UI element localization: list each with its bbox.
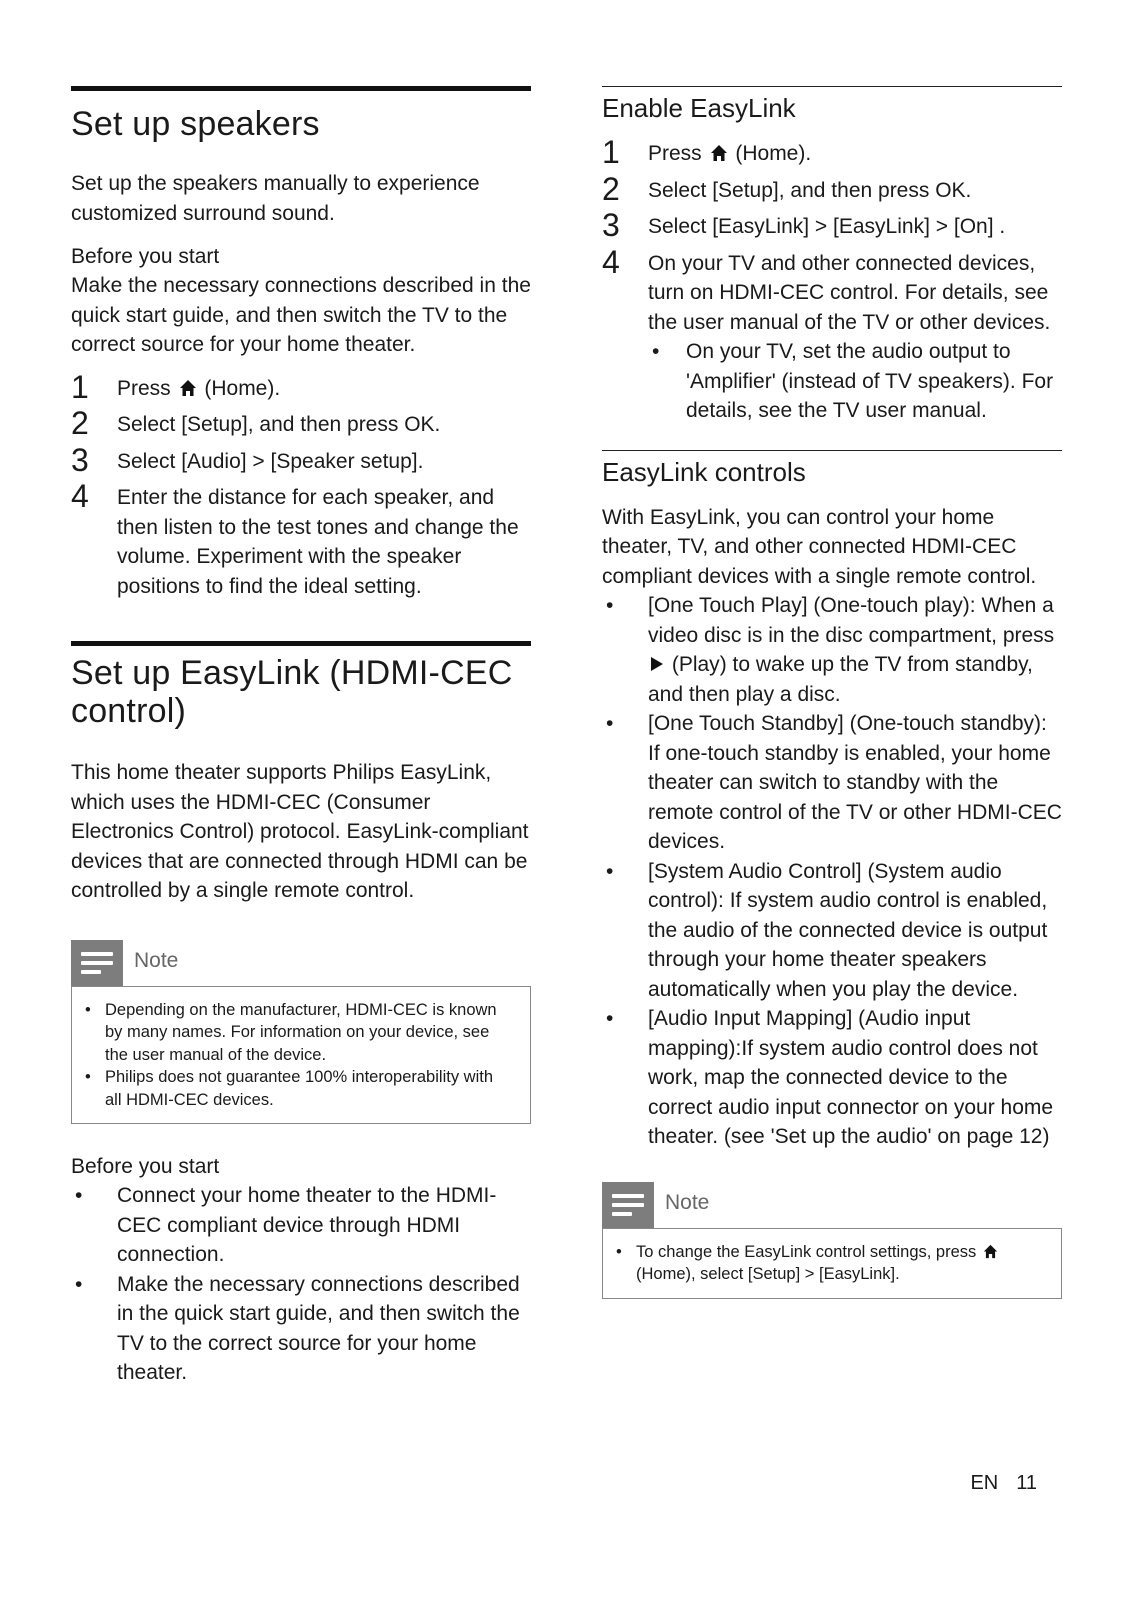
bullet-item: • [Audio Input Mapping] (Audio input mapping):If system audio control does not work, map the connected device to the correct audio input connector on your home theater. (see 'Set up the audio' on page 12) <box>606 1007 1054 1148</box>
menu-item-ref: [Setup] <box>181 413 248 436</box>
step-text: . <box>965 178 972 202</box>
step-text: Enter the distance for each speaker, and then listen to the test tones and change the volume. Experiment with the speaker positions to find the ideal setting. <box>117 486 519 598</box>
bullet-text: Connect your home theater to the HDMI-CEC compliant device through HDMI connection. <box>117 1184 497 1266</box>
step-key: Home <box>742 142 799 165</box>
before-you-start-text: Make the necessary connections described in the quick start guide, and then switch the TV to the correct source for your home theater. <box>71 274 531 356</box>
sub-bullet-item: • On your TV, set the audio output to 'Amplifier' (instead of TV speakers). For details, see the TV user manual. <box>652 340 1054 422</box>
section-set-up-easylink <box>71 641 531 1388</box>
note-text: Philips does not guarantee 100% interoperability with all HDMI-CEC devices. <box>105 1068 493 1109</box>
steps-list <box>602 134 1062 426</box>
language-code: EN <box>970 1472 999 1494</box>
section-rule <box>71 641 531 646</box>
menu-item-ref: [Setup] <box>712 178 779 202</box>
option-label: [One Touch Standby] <box>648 712 844 735</box>
step-text: , and then press <box>247 413 405 436</box>
step-text: , and then press <box>778 178 936 202</box>
bullet-item: • [One Touch Standby] (One-touch standby): If one-touch standby is enabled, your home theater can switch to standby with the remote control of the TV or other HDMI-CEC devices. <box>606 712 1062 853</box>
section-set-up-speakers <box>71 86 531 601</box>
step-number: 1 <box>602 134 620 170</box>
note-icon <box>71 940 123 986</box>
step-text: ( <box>729 142 743 165</box>
sub-bullet-text: On your TV, set the audio output to 'Amplifier' (instead of TV speakers). For details, see the TV user manual. <box>686 340 1054 422</box>
note-header <box>71 940 531 986</box>
home-icon <box>710 144 728 162</box>
section-title: EasyLink controls <box>602 456 806 487</box>
step-text: Press <box>648 142 708 165</box>
home-icon <box>179 379 197 397</box>
note-header <box>602 1182 1062 1228</box>
bullet-text: (One-touch play): When a video disc is in the disc compartment, press <box>648 594 1055 647</box>
note-body <box>602 1228 1062 1299</box>
menu-item-ref: [EasyLink] <box>833 215 930 238</box>
menu-item-ref: [EasyLink] <box>712 215 810 238</box>
note-text: > <box>800 1265 819 1283</box>
bullet-text: ) to wake up the TV from standby, and then play a disc. <box>648 653 1033 706</box>
bullet-list <box>71 1181 531 1388</box>
left-column <box>71 86 531 1388</box>
section-title: Enable EasyLink <box>602 93 796 123</box>
note-body <box>71 986 531 1125</box>
section-rule <box>71 86 531 91</box>
home-icon <box>983 1244 998 1259</box>
section-rule <box>602 450 1062 451</box>
note-icon <box>602 1182 654 1228</box>
step-text: Select <box>648 215 713 238</box>
step-number: 2 <box>71 405 89 441</box>
step-text: ( <box>198 376 212 400</box>
step-text: . <box>434 413 441 436</box>
option-label: [System Audio Control] <box>648 859 862 883</box>
right-column <box>602 86 1062 1299</box>
step-text: > <box>246 449 271 473</box>
page-number: 11 <box>1016 1472 1037 1494</box>
step-item <box>71 405 531 441</box>
step-text: Select <box>648 178 713 202</box>
step-number: 3 <box>602 207 620 243</box>
menu-item-ref: [EasyLink] <box>818 1265 896 1283</box>
note-text: To change the EasyLink control settings, press <box>636 1242 981 1261</box>
step-item <box>602 207 1062 243</box>
page-footer <box>952 1472 1037 1495</box>
step-number: 3 <box>71 441 89 478</box>
menu-item-ref: [Speaker setup] <box>270 449 418 473</box>
step-text: Press <box>117 376 177 400</box>
step-text: Select <box>117 449 182 473</box>
note-item: • Philips does not guarantee 100% interoperability with all HDMI-CEC devices. <box>85 1068 493 1109</box>
note-label: Note <box>134 948 179 972</box>
option-label: [One Touch Play] <box>648 594 808 617</box>
step-item <box>602 170 1062 207</box>
step-item <box>71 478 531 601</box>
menu-item-ref: [Audio] <box>181 449 247 473</box>
before-you-start-label: Before you start <box>71 1155 220 1178</box>
step-number: 1 <box>71 368 89 405</box>
step-number: 4 <box>602 243 620 280</box>
play-icon <box>650 656 664 672</box>
step-text: . <box>993 215 1006 238</box>
step-item <box>71 368 531 405</box>
note-item: • To change the EasyLink control settings, press (Home), select [Setup] > [EasyLink]. <box>615 1241 1043 1286</box>
note-text: ), select <box>685 1265 748 1283</box>
step-key: Home <box>641 1265 686 1283</box>
bullet-item: • [System Audio Control] (System audio control): If system audio control is enabled, the audio of the connected device is output through your home theater speakers automatically when you play the device. <box>606 859 1048 1001</box>
note-text: . <box>895 1265 900 1283</box>
note-label: Note <box>665 1190 710 1214</box>
bullet-text: Make the necessary connections described in the quick start guide, and then switch the TV to the correct source for your home theater. <box>117 1272 520 1384</box>
step-item <box>71 441 531 478</box>
section-intro: With EasyLink, you can control your home theater, TV, and other connected HDMI-CEC compliant devices with a single remote control. <box>602 505 1037 588</box>
step-text: On your TV and other connected devices, turn on HDMI-CEC control. For details, see the user manual of the TV or other devices. <box>648 251 1051 334</box>
step-item <box>602 243 1062 426</box>
note-box <box>602 1182 1062 1299</box>
bullet-item: • Connect your home theater to the HDMI-CEC compliant device through HDMI connection. <box>75 1184 497 1266</box>
bullet-text: (Audio input mapping):If system audio control does not work, map the connected device to the correct audio input connector on your home theater. (see 'Set up the audio' on page 12) <box>648 1007 1054 1148</box>
step-text: Select <box>117 413 182 436</box>
section-intro: Set up the speakers manually to experience customized surround sound. <box>71 172 480 225</box>
section-title: Set up speakers <box>71 105 320 143</box>
before-you-start-label: Before you start <box>71 245 220 268</box>
note-item: • Depending on the manufacturer, HDMI-CEC is known by many names. For information on your device, see the user manual of the device. <box>85 1000 497 1064</box>
step-text: ). <box>267 376 281 400</box>
step-number: 4 <box>71 478 89 514</box>
bullet-text: (One-touch standby): If one-touch standby is enabled, your home theater can switch to standby with the remote control of the TV or other HDMI-CEC devices. <box>648 712 1062 853</box>
step-key: Home <box>211 376 268 400</box>
section-enable-easylink <box>602 86 1062 426</box>
note-text: Depending on the manufacturer, HDMI-CEC is known by many names. For information on your device, see the user manual of the device. <box>105 1000 497 1064</box>
menu-item-ref: [Setup] <box>747 1265 801 1283</box>
option-label: [Audio Input Mapping] <box>648 1007 853 1030</box>
step-key: OK <box>935 178 966 202</box>
step-number: 2 <box>602 170 620 207</box>
section-intro: This home theater supports Philips EasyLink, which uses the HDMI-CEC (Consumer Electronics Control) protocol. EasyLink-compliant devices that are connected through HDMI can be controlled by a single remote control. <box>71 761 529 902</box>
steps-list <box>71 368 531 602</box>
step-text: > <box>929 215 954 238</box>
step-text: ). <box>798 142 812 165</box>
step-item <box>602 134 1062 170</box>
note-text: ( <box>636 1265 642 1283</box>
bullet-list <box>602 591 1062 1152</box>
bullet-item: • [One Touch Play] (One-touch play): When a video disc is in the disc compartment, press (Play) to wake up the TV from standby, and then play a disc. <box>606 594 1055 706</box>
menu-item-ref: [On] <box>953 215 994 238</box>
bullet-text: (System audio control): If system audio control is enabled, the audio of the connected device is output through your home theater speakers automatically when you play the device. <box>648 859 1048 1001</box>
step-key: Play <box>678 653 720 676</box>
step-text: > <box>809 215 834 238</box>
step-key: OK <box>404 413 435 436</box>
step-text: . <box>417 449 424 473</box>
section-title: Set up EasyLink (HDMI-CEC control) <box>71 654 513 730</box>
section-rule <box>602 86 1062 87</box>
note-box <box>71 940 531 1125</box>
bullet-item: • Make the necessary connections described in the quick start guide, and then switch the TV to the correct source for your home theater. <box>75 1272 520 1384</box>
section-easylink-controls <box>602 450 1062 1299</box>
